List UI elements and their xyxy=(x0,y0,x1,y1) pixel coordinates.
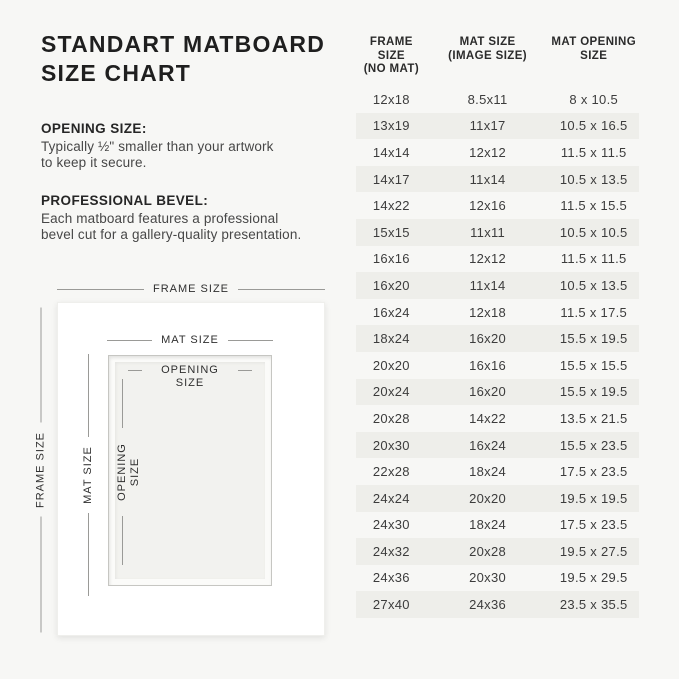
table-cell: 16x16 xyxy=(469,357,507,373)
table-cell: 18x24 xyxy=(469,517,507,533)
table-cell: 27x40 xyxy=(372,597,410,613)
table-cell: 20x30 xyxy=(469,570,507,586)
table-cell: 15.5 x 19.5 xyxy=(559,331,628,347)
table-cell: 14x14 xyxy=(372,144,410,160)
table-cell: 14x22 xyxy=(469,410,507,426)
table-cell: 18x24 xyxy=(372,331,410,347)
table-cell: 16x16 xyxy=(372,251,410,267)
size-table-body xyxy=(356,86,639,618)
opening-size-heading: OPENING SIZE: xyxy=(41,121,147,136)
header-cell-mat-opening xyxy=(548,36,639,77)
page-title-line1: STANDART MATBOARD xyxy=(41,31,326,57)
table-cell: 12x16 xyxy=(469,198,507,214)
frame-size-label-vertical-text: FRAME SIZE xyxy=(34,431,47,508)
table-cell: 12x12 xyxy=(469,251,507,267)
opening-size-label-vertical-text: OPENING SIZE xyxy=(116,443,141,501)
professional-bevel-description-line1: Each matboard features a professional xyxy=(41,211,279,226)
table-cell: 10.5 x 10.5 xyxy=(559,224,628,240)
frame-size-label-text: FRAME SIZE xyxy=(153,283,230,295)
table-row xyxy=(356,538,639,565)
opening-size-label-vertical xyxy=(116,379,144,565)
table-row xyxy=(356,246,639,273)
table-cell: 13.5 x 21.5 xyxy=(559,410,628,426)
header-mat-opening-line2: SIZE xyxy=(580,49,608,62)
mat-size-label-vertical-text: MAT SIZE xyxy=(82,446,94,504)
table-row xyxy=(356,379,639,406)
table-cell: 24x36 xyxy=(372,570,410,586)
table-cell: 20x30 xyxy=(372,437,410,453)
table-cell: 14x17 xyxy=(372,171,410,187)
table-cell: 24x24 xyxy=(372,490,410,506)
opening-size-label-text: OPENING SIZE xyxy=(161,364,219,389)
table-cell: 20x24 xyxy=(372,384,410,400)
table-cell: 19.5 x 19.5 xyxy=(559,490,628,506)
table-cell: 19.5 x 29.5 xyxy=(559,570,628,586)
table-cell: 17.5 x 23.5 xyxy=(559,517,628,533)
label-line xyxy=(41,307,42,423)
table-cell: 11.5 x 17.5 xyxy=(560,304,628,320)
table-cell: 11x14 xyxy=(469,171,506,187)
table-row xyxy=(356,512,639,539)
frame-size-label-top xyxy=(57,283,325,296)
opening-size-label-top xyxy=(128,364,252,390)
table-cell: 11.5 x 11.5 xyxy=(560,144,627,160)
header-mat-size-line1: MAT SIZE xyxy=(459,36,516,48)
label-line xyxy=(88,354,89,437)
header-cell-frame-size xyxy=(356,36,427,77)
table-row xyxy=(356,405,639,432)
label-line xyxy=(57,289,144,290)
label-line xyxy=(88,513,89,596)
table-cell: 12x18 xyxy=(469,304,507,320)
page-title-line2: SIZE CHART xyxy=(41,60,191,86)
table-cell: 11x11 xyxy=(470,224,506,240)
table-cell: 8 x 10.5 xyxy=(569,91,619,107)
table-cell: 12x18 xyxy=(372,91,410,107)
table-cell: 20x20 xyxy=(372,357,410,373)
table-cell: 16x20 xyxy=(469,331,507,347)
table-cell: 16x24 xyxy=(469,437,507,453)
table-row xyxy=(356,166,639,193)
label-line xyxy=(107,340,152,341)
table-cell: 11x14 xyxy=(469,277,506,293)
table-row xyxy=(356,458,639,485)
label-line xyxy=(238,289,325,290)
table-cell: 11.5 x 15.5 xyxy=(560,198,628,214)
table-row xyxy=(356,139,639,166)
table-row xyxy=(356,272,639,299)
table-row xyxy=(356,352,639,379)
table-cell: 14x22 xyxy=(372,198,410,214)
table-row xyxy=(356,565,639,592)
header-frame-size-line2: (NO MAT) xyxy=(363,63,420,75)
table-row xyxy=(356,192,639,219)
table-cell: 24x30 xyxy=(372,517,410,533)
label-line xyxy=(238,370,252,371)
table-cell: 15.5 x 15.5 xyxy=(559,357,628,373)
table-cell: 20x28 xyxy=(469,543,507,559)
size-table-header xyxy=(356,36,639,77)
table-cell: 16x20 xyxy=(469,384,507,400)
mat-size-label-vertical xyxy=(82,354,96,596)
table-row xyxy=(356,113,639,140)
label-line xyxy=(122,379,123,428)
table-cell: 11x17 xyxy=(469,118,506,134)
mat-size-label-top xyxy=(107,334,273,347)
table-row xyxy=(356,432,639,459)
professional-bevel-description-line2: bevel cut for a gallery-quality presentation. xyxy=(41,226,302,242)
header-cell-mat-size xyxy=(427,36,549,77)
header-mat-opening-line1: MAT OPENING xyxy=(551,36,637,48)
table-row xyxy=(356,325,639,352)
professional-bevel-heading: PROFESSIONAL BEVEL: xyxy=(41,193,209,208)
table-cell: 24x36 xyxy=(469,597,507,613)
header-mat-size-line2: (IMAGE SIZE) xyxy=(448,49,528,62)
table-cell: 10.5 x 16.5 xyxy=(559,118,628,134)
table-cell: 23.5 x 35.5 xyxy=(559,597,628,613)
table-cell: 24x32 xyxy=(372,543,410,559)
table-cell: 16x20 xyxy=(372,277,410,293)
table-cell: 13x19 xyxy=(372,118,410,134)
table-cell: 22x28 xyxy=(372,464,410,480)
table-cell: 18x24 xyxy=(469,464,507,480)
table-cell: 19.5 x 27.5 xyxy=(559,543,628,559)
table-cell: 16x24 xyxy=(372,304,410,320)
label-line xyxy=(122,516,123,565)
table-cell: 8.5x11 xyxy=(467,91,508,107)
table-row xyxy=(356,219,639,246)
header-frame-size-line1: FRAME SIZE xyxy=(369,36,413,62)
page-title xyxy=(41,30,325,88)
professional-bevel-section xyxy=(41,193,341,242)
mat-size-label-text: MAT SIZE xyxy=(161,334,219,346)
label-line xyxy=(41,517,42,633)
table-cell: 15x15 xyxy=(372,224,410,240)
table-row xyxy=(356,485,639,512)
opening-size-section xyxy=(41,121,341,170)
table-cell: 15.5 x 23.5 xyxy=(559,437,628,453)
table-cell: 12x12 xyxy=(469,144,507,160)
opening-size-description-line1: Typically ½" smaller than your artwork xyxy=(41,139,274,154)
frame-size-label-vertical xyxy=(35,308,49,633)
opening-size-description-line2: to keep it secure. xyxy=(41,154,147,170)
label-line xyxy=(228,340,273,341)
table-cell: 10.5 x 13.5 xyxy=(559,171,628,187)
table-cell: 20x20 xyxy=(469,490,507,506)
table-cell: 20x28 xyxy=(372,410,410,426)
label-line xyxy=(128,370,142,371)
table-cell: 10.5 x 13.5 xyxy=(559,277,628,293)
table-row xyxy=(356,299,639,326)
table-cell: 15.5 x 19.5 xyxy=(559,384,628,400)
table-row xyxy=(356,86,639,113)
table-row xyxy=(356,591,639,618)
table-cell: 17.5 x 23.5 xyxy=(559,464,628,480)
table-cell: 11.5 x 11.5 xyxy=(560,251,627,267)
